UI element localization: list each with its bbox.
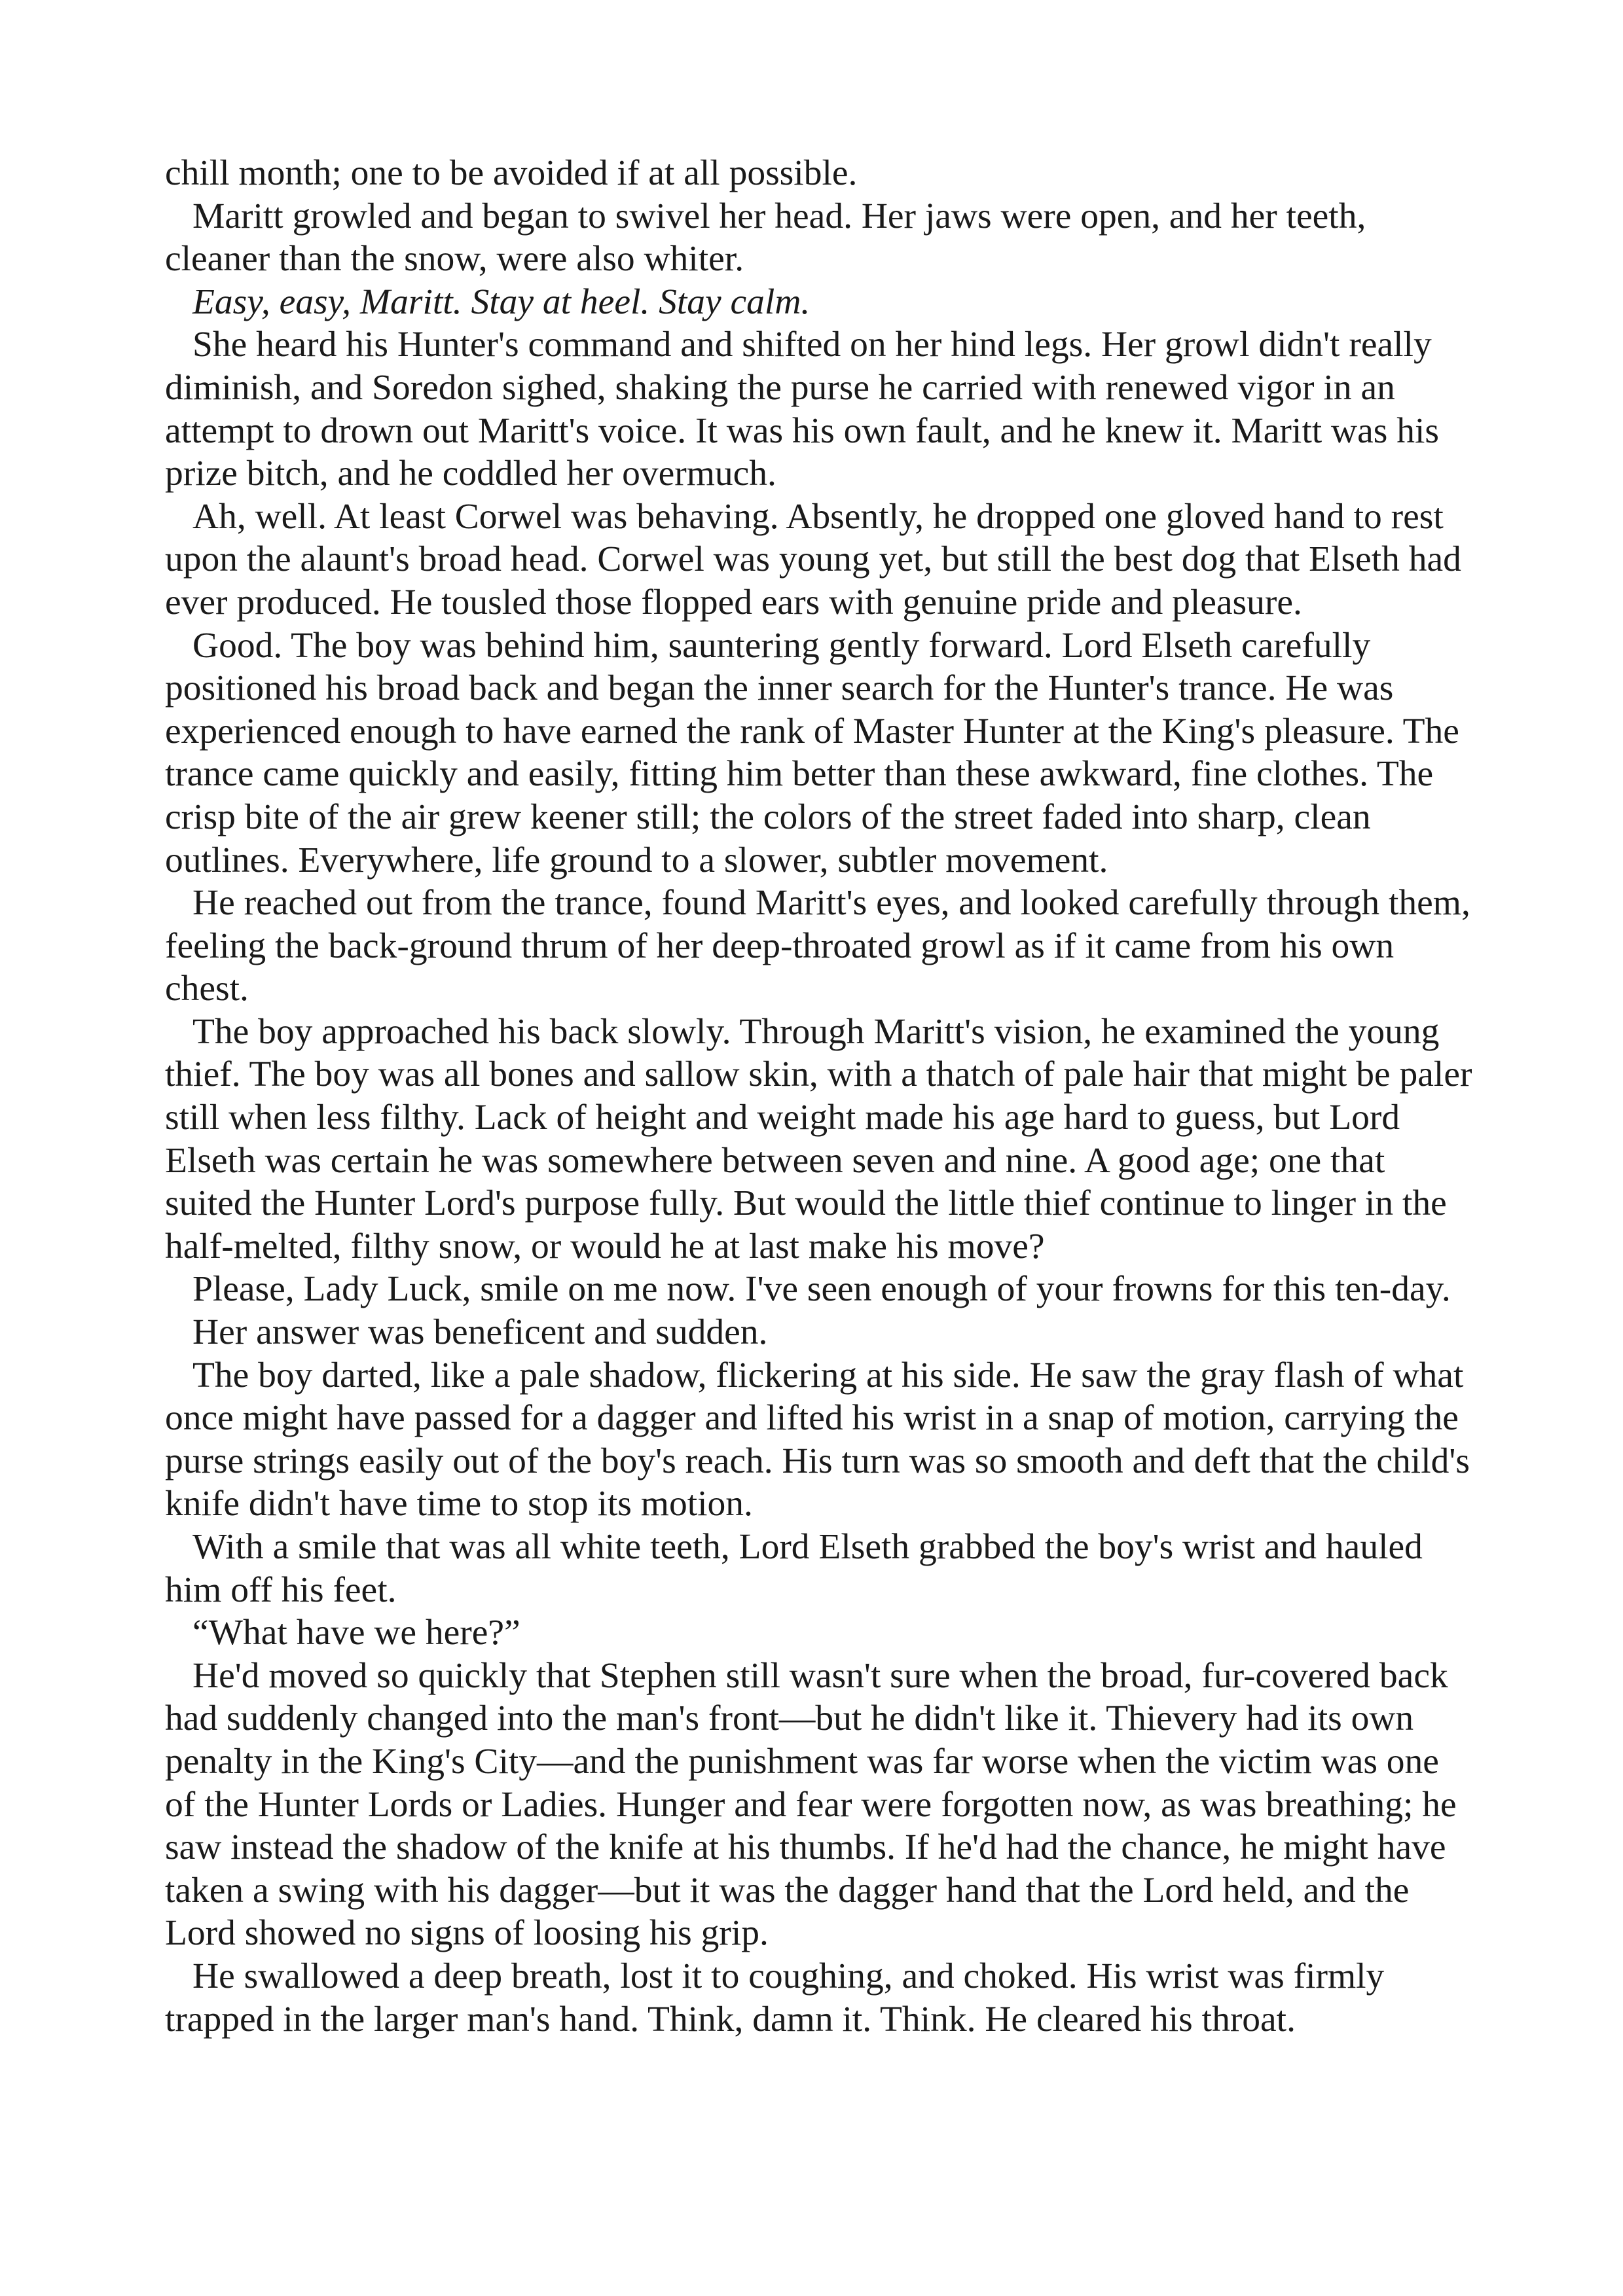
paragraph: With a smile that was all white teeth, Lord Elseth grabbed the boy's wrist and hauled him off his feet. bbox=[165, 1527, 1423, 1610]
paragraph: He'd moved so quickly that Stephen still wasn't sure when the broad, fur-covered back had suddenly changed into the man's front—but he didn't like it. Thievery had its own penalty in the King's City—and the punishment was far worse when the victim was one of the Hunter Lords or Ladies. Hunger and fear were forgotten now, as was breathing; he saw instead the shadow of the knife at his thumbs. If he'd had the chance, he might have taken a swing with his dagger—but it was the dagger hand that the Lord held, and the Lord showed no signs of loosing his grip. bbox=[165, 1655, 1457, 1954]
paragraph-dialogue: “What have we here?” bbox=[192, 1613, 520, 1653]
paragraph: He reached out from the trance, found Maritt's eyes, and looked carefully through them, feeling the back-ground thrum of her deep-throated growl as if it came from his own chest. bbox=[165, 883, 1470, 1009]
paragraph: She heard his Hunter's command and shifted on her hind legs. Her growl didn't really diminish, and Soredon sighed, shaking the purse he carried with renewed vigor in an attempt to drown out Maritt's voice. It was his own fault, and he knew it. Maritt was his prize bitch, and he coddled her overmuch. bbox=[165, 325, 1439, 494]
paragraph: The boy approached his back slowly. Through Maritt's vision, he examined the young thief. The boy was all bones and sallow skin, with a thatch of pale hair that might be paler still when less filthy. Lack of height and weight made his age hard to guess, but Lord Elseth was certain he was somewhere between seven and nine. A good age; one that suited the Hunter Lord's purpose fully. But would the little thief continue to linger in the half-melted, filthy snow, or would he at last make his move? bbox=[165, 1011, 1472, 1266]
paragraph: He swallowed a deep breath, lost it to coughing, and choked. His wrist was firmly trapped in the larger man's hand. Think, damn it. Think. He cleared his throat. bbox=[165, 1956, 1385, 2039]
paragraph: Her answer was beneficent and sudden. bbox=[192, 1312, 768, 1353]
paragraph: Maritt growled and began to swivel her head. Her jaws were open, and her teeth, cleaner than the snow, were also whiter. bbox=[165, 196, 1366, 279]
paragraph: chill month; one to be avoided if at all possible. bbox=[165, 153, 858, 193]
paragraph: The boy darted, like a pale shadow, flickering at his side. He saw the gray flash of what once might have passed for a dagger and lifted his wrist in a snap of motion, carrying the purse strings easily out of the boy's reach. His turn was so smooth and deft that the child's knife didn't have time to stop its motion. bbox=[165, 1355, 1470, 1524]
paragraph: Ah, well. At least Corwel was behaving. Absently, he dropped one gloved hand to rest upon the alaunt's broad head. Corwel was young yet, but still the best dog that Elseth had ever produced. He tousled those flopped ears with genuine pride and pleasure. bbox=[165, 496, 1461, 622]
page-body bbox=[165, 152, 1474, 2041]
paragraph: Good. The boy was behind him, sauntering gently forward. Lord Elseth carefully positioned his broad back and began the inner search for the Hunter's trance. He was experienced enough to have earned the rank of Master Hunter at the King's pleasure. The trance came quickly and easily, fitting him better than these awkward, fine clothes. The crisp bite of the air grew keener still; the colors of the street faded into sharp, clean outlines. Everywhere, life ground to a slower, subtler movement. bbox=[165, 625, 1459, 880]
paragraph-italic-thought: Easy, easy, Maritt. Stay at heel. Stay calm. bbox=[192, 281, 811, 322]
paragraph: Please, Lady Luck, smile on me now. I've seen enough of your frowns for this ten-day. bbox=[192, 1269, 1451, 1310]
